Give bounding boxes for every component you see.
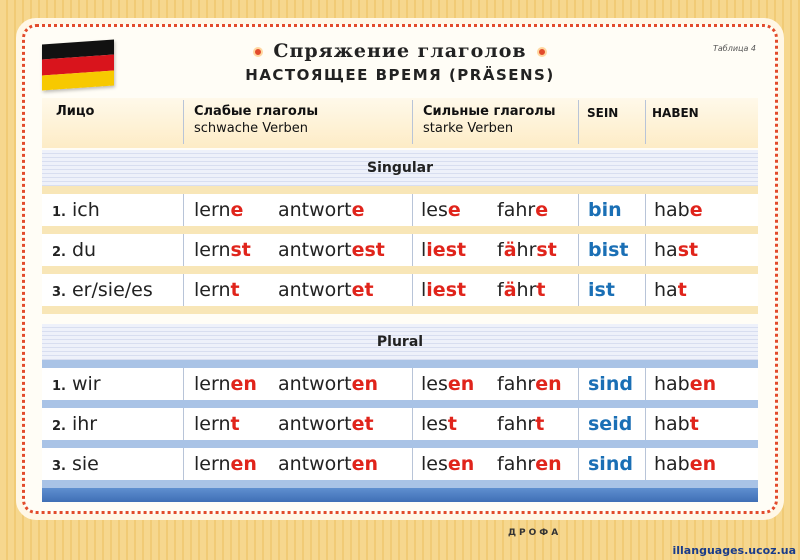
header-weak: Слабые глаголы schwache Verben	[194, 104, 319, 136]
verb-form-w1	[194, 368, 257, 400]
word-part: t	[447, 413, 457, 435]
row-separator	[42, 480, 758, 488]
word-part: ä	[503, 239, 517, 261]
column-divider	[412, 448, 413, 480]
publisher-logo: ДРОФА	[508, 528, 562, 538]
word-part: les	[421, 413, 448, 435]
column-divider	[412, 100, 413, 144]
verb-form-w2	[278, 274, 374, 306]
table-row	[42, 448, 758, 480]
person-cell	[52, 448, 99, 483]
verb-form-s1	[421, 234, 466, 266]
word-part: les	[421, 373, 448, 395]
verb-form-s1	[421, 408, 457, 440]
pronoun: ihr	[71, 413, 98, 435]
word-part: e	[230, 199, 244, 221]
word-part: hab	[654, 453, 690, 475]
word-part: hr	[516, 239, 537, 261]
verb-form-s1	[421, 274, 466, 306]
verb-form-sein: bist	[588, 239, 629, 261]
verb-form-s2	[497, 274, 545, 306]
verb-form-s1	[421, 368, 474, 400]
verb-form-w2	[278, 234, 385, 266]
word-part: fahr	[497, 453, 536, 475]
word-part: en	[689, 453, 717, 475]
word-part: lern	[194, 453, 231, 475]
verb-form-s1	[421, 448, 474, 480]
verb-form-w1	[194, 448, 257, 480]
pronoun: sie	[71, 453, 99, 475]
verb-form-haben	[654, 408, 699, 440]
verb-form-sein: sind	[588, 453, 633, 475]
table-number: Таблица 4	[712, 44, 756, 53]
site-watermark: illanguages.ucoz.ua	[672, 544, 796, 557]
column-divider	[183, 368, 184, 400]
verb-form-w1	[194, 274, 240, 306]
word-part: e	[447, 199, 461, 221]
column-divider	[578, 448, 579, 480]
word-part: fahr	[497, 199, 536, 221]
column-divider	[183, 194, 184, 226]
word-part: t	[230, 413, 240, 435]
verb-form-w2	[278, 408, 374, 440]
word-part: en	[689, 373, 717, 395]
pronoun: du	[71, 239, 97, 261]
word-part: antwort	[278, 239, 352, 261]
header-person: Лицо	[56, 104, 95, 119]
word-part: les	[421, 199, 448, 221]
word-part: antwort	[278, 373, 352, 395]
word-part: st	[536, 239, 557, 261]
bullet-icon	[537, 47, 547, 57]
person-cell	[52, 368, 101, 403]
verb-form-w1	[194, 408, 240, 440]
word-part: et	[351, 279, 374, 301]
column-divider	[183, 408, 184, 440]
word-part: lern	[194, 239, 231, 261]
word-part: est	[351, 239, 385, 261]
column-divider	[645, 274, 646, 306]
verb-form-haben	[654, 194, 703, 226]
verb-form-s2	[497, 368, 562, 400]
column-divider	[412, 274, 413, 306]
word-part: hab	[654, 199, 690, 221]
word-part: f	[497, 279, 504, 301]
word-part: st	[677, 239, 699, 261]
word-part: t	[535, 413, 545, 435]
word-part: antwort	[278, 453, 352, 475]
word-part: lern	[194, 279, 231, 301]
column-divider	[578, 408, 579, 440]
column-divider	[183, 234, 184, 266]
header-haben: HABEN	[652, 106, 699, 120]
page-subtitle: НАСТОЯЩЕЕ ВРЕМЯ (PRÄSENS)	[245, 66, 555, 84]
word-part: en	[230, 373, 257, 395]
word-part: lern	[194, 199, 231, 221]
column-divider	[183, 100, 184, 144]
verb-form-haben	[654, 234, 698, 266]
word-part: antwort	[278, 279, 352, 301]
person-cell	[52, 408, 97, 443]
column-divider	[645, 368, 646, 400]
verb-form-sein: bin	[588, 199, 622, 221]
verb-form-s2	[497, 194, 548, 226]
word-part: t	[536, 279, 546, 301]
pronoun: er/sie/es	[71, 279, 153, 301]
column-divider	[645, 234, 646, 266]
header-sein: SEIN	[587, 106, 619, 120]
word-part: st	[445, 279, 467, 301]
footer-bar	[42, 488, 758, 502]
verb-form-haben	[654, 368, 716, 400]
row-separator	[42, 400, 758, 408]
verb-form-s2	[497, 234, 557, 266]
word-part: ie	[426, 239, 446, 261]
verb-form-w2	[278, 368, 378, 400]
column-divider	[645, 448, 646, 480]
word-part: en	[535, 373, 562, 395]
table-row	[42, 368, 758, 400]
header-strong: Сильные глаголы starke Verben	[423, 104, 556, 136]
word-part: en	[447, 453, 475, 475]
word-part: antwort	[278, 413, 352, 435]
person-number: 3.	[52, 285, 66, 300]
column-divider	[645, 194, 646, 226]
word-part: hr	[516, 279, 537, 301]
table-header	[42, 98, 758, 148]
word-part: t	[677, 279, 687, 301]
word-part: fahr	[497, 413, 536, 435]
column-divider	[578, 234, 579, 266]
person-cell	[52, 274, 153, 309]
column-divider	[645, 100, 646, 144]
row-separator	[42, 360, 758, 368]
row-separator	[42, 186, 758, 194]
person-cell	[52, 194, 100, 229]
word-part: et	[351, 413, 374, 435]
word-part: hab	[654, 413, 690, 435]
word-part: e	[689, 199, 703, 221]
table-row	[42, 234, 758, 266]
column-divider	[183, 274, 184, 306]
verb-form-sein: sind	[588, 373, 633, 395]
word-part: st	[230, 239, 251, 261]
word-part: lern	[194, 373, 231, 395]
column-divider	[412, 234, 413, 266]
word-part: f	[497, 239, 504, 261]
word-part: fahr	[497, 373, 536, 395]
word-part: e	[535, 199, 549, 221]
word-part: ha	[654, 239, 678, 261]
word-part: en	[351, 453, 378, 475]
word-part: ä	[503, 279, 517, 301]
table-row	[42, 274, 758, 306]
section-singular: Singular	[42, 150, 758, 186]
word-part: t	[230, 279, 240, 301]
table-row	[42, 194, 758, 226]
row-separator	[42, 226, 758, 234]
verb-form-w1	[194, 194, 243, 226]
word-part: en	[447, 373, 475, 395]
column-divider	[412, 368, 413, 400]
column-divider	[578, 274, 579, 306]
word-part: antwort	[278, 199, 352, 221]
word-part: en	[351, 373, 378, 395]
person-number: 3.	[52, 459, 66, 474]
column-divider	[578, 194, 579, 226]
bullet-icon	[253, 47, 263, 57]
verb-form-haben	[654, 274, 687, 306]
word-part: ha	[654, 279, 678, 301]
word-part: en	[535, 453, 562, 475]
column-divider	[412, 194, 413, 226]
column-divider	[412, 408, 413, 440]
word-part: l	[421, 279, 427, 301]
word-part: st	[445, 239, 467, 261]
pronoun: ich	[71, 199, 100, 221]
verb-form-w2	[278, 194, 364, 226]
word-part: ie	[426, 279, 446, 301]
column-divider	[645, 408, 646, 440]
verb-form-s1	[421, 194, 461, 226]
verb-form-w2	[278, 448, 378, 480]
row-separator	[42, 306, 758, 314]
verb-form-haben	[654, 448, 716, 480]
pronoun: wir	[71, 373, 101, 395]
verb-form-s2	[497, 448, 562, 480]
verb-form-sein: seid	[588, 413, 633, 435]
word-part: les	[421, 453, 448, 475]
row-separator	[42, 266, 758, 274]
column-divider	[578, 100, 579, 144]
word-part: en	[230, 453, 257, 475]
person-number: 1.	[52, 379, 66, 394]
person-number: 1.	[52, 205, 66, 220]
word-part: l	[421, 239, 427, 261]
word-part: lern	[194, 413, 231, 435]
verb-form-s2	[497, 408, 544, 440]
column-divider	[578, 368, 579, 400]
section-plural: Plural	[42, 324, 758, 360]
column-divider	[183, 448, 184, 480]
page-title: Спряжение глаголов	[0, 40, 800, 62]
verb-form-sein: ist	[588, 279, 615, 301]
person-number: 2.	[52, 419, 66, 434]
word-part: hab	[654, 373, 690, 395]
word-part: t	[689, 413, 699, 435]
table-row	[42, 408, 758, 440]
row-separator	[42, 440, 758, 448]
word-part: e	[351, 199, 365, 221]
person-cell	[52, 234, 96, 269]
verb-form-w1	[194, 234, 251, 266]
person-number: 2.	[52, 245, 66, 260]
